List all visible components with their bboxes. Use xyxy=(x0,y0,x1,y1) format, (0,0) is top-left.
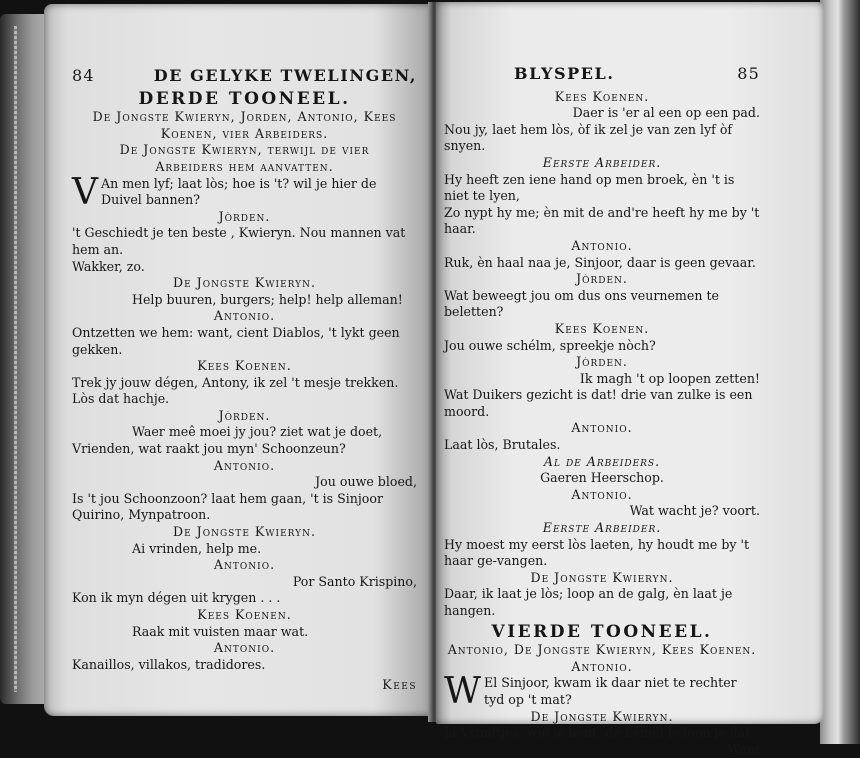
speech-line: Is 't jou Schoonzoon? laat hem gaan, 't is Sinjoor Quirino, Mynpatroon. xyxy=(72,490,383,523)
speech-line: Help buuren, burgers; help! help alleman! xyxy=(132,291,403,307)
speech-line: Lòs dat hachje. xyxy=(72,391,170,407)
speaker-name: Eerste Arbeider. xyxy=(542,520,662,536)
left-dialogue xyxy=(72,142,417,673)
right-dialogue-2 xyxy=(444,659,760,742)
running-head: DE GELYKE TWELINGEN, xyxy=(153,66,417,85)
speaker-name: Antonio. xyxy=(213,457,276,473)
speech-line: Daer is 'er al een op een pad. xyxy=(572,105,760,121)
speech-line: Nou jy, laet hem lòs, òf ik zel je van zen lyf òf snyen. xyxy=(444,121,733,154)
speech-line: Wat beweegt jou om dus ons veurnemen te beletten? xyxy=(444,287,719,320)
speech-line: Waer meê moei jy jou? ziet wat je doet, xyxy=(132,424,383,440)
speech-line: Raak mit vuisten maar wat. xyxy=(132,623,309,639)
speech-line: Ik magh 't op loopen zetten! xyxy=(579,370,760,386)
speaker-name: Kees Koenen. xyxy=(554,88,650,104)
speech-line: 't Geschiedt je ten beste , Kwieryn. Nou mannen vat hem an. xyxy=(72,225,406,257)
speaker-name: Antonio. xyxy=(571,420,633,436)
right-page-text xyxy=(444,66,760,758)
speech-line: Trek jy jouw dégen, Antony, ik zel 't mesje trekken. xyxy=(72,374,399,390)
speaker-name: Jòrden. xyxy=(576,271,628,287)
speaker-name: Kees Koenen. xyxy=(554,320,650,336)
speaker-name: Jòrden. xyxy=(218,407,271,423)
scene-title: DERDE TOONEEL. xyxy=(138,88,351,109)
speech-line: Jou ouwe bloed, xyxy=(315,474,417,490)
cast-list: De Jongste Kwieryn, Jorden, Antonio, Kees Koenen, vier Arbeiders. xyxy=(92,109,397,141)
speech-line: Zo nypt hy me; èn mit de and're heeft hy me by 't haar. xyxy=(444,204,760,237)
running-head: BLYSPEL. xyxy=(514,64,615,83)
speech-line: Gaeren Heerschop. xyxy=(540,470,664,486)
speaker-name: Antonio. xyxy=(213,308,276,324)
cast-list: Antonio, De Jongste Kwieryn, Kees Koenen. xyxy=(447,642,757,658)
speech-line: Por Santo Krispino, xyxy=(292,573,417,589)
speaker-name: De Jongste Kwieryn. xyxy=(530,708,674,724)
speech-line: Wat Duikers gezicht is dat! drie van zulke is een moord. xyxy=(444,387,753,419)
speech-line: Wakker, zo. xyxy=(72,258,145,274)
left-page xyxy=(44,4,432,716)
speaker-name: Kees Koenen. xyxy=(197,358,292,374)
speech-line: Laat lòs, Brutales. xyxy=(444,437,561,453)
speaker-name: Al de Arbeiders. xyxy=(543,453,661,469)
page-number: 85 xyxy=(737,64,760,83)
catchword: Want xyxy=(727,741,760,757)
page-number: 84 xyxy=(72,66,95,85)
speaker-name: Antonio. xyxy=(213,557,276,573)
speech-text: El Sinjoor, kwam ik daar niet te rechter tyd op 't mat? xyxy=(484,675,737,707)
speaker-name: De Jongste Kwieryn. xyxy=(172,275,316,291)
book-edge-right xyxy=(820,0,860,744)
left-header xyxy=(72,68,417,85)
speech-line: Ruk, èn haal naa je, Sinjoor, daar is geen gevaar. xyxy=(444,254,756,270)
speech-line: Kanaillos, villakos, tradidores. xyxy=(72,656,266,672)
drop-capital: W xyxy=(444,671,482,713)
speaker-name: De Jongste Kwieryn. xyxy=(530,569,674,585)
speech-line: Hy heeft zen iene hand op men broek, èn 't is niet te lyen, xyxy=(444,171,735,204)
speaker-name: Jòrden. xyxy=(576,354,628,370)
speaker-name: Jòrden. xyxy=(218,208,271,224)
speech-line: Wat wacht je? voort. xyxy=(629,503,760,519)
right-header xyxy=(444,66,760,83)
right-page xyxy=(436,2,824,757)
speaker-name: De Jongste Kwieryn. xyxy=(172,524,316,540)
left-page-text xyxy=(72,68,417,694)
stage-direction: De Jongste Kwieryn, terwijl de vier Arbeiders hem aanvatten. xyxy=(119,142,370,174)
speech-line: Ai vrinden, help me. xyxy=(132,540,262,556)
dropcap-line xyxy=(72,171,417,213)
speaker-name: Eerste Arbeider. xyxy=(542,154,662,170)
speech-line: Ontzetten we hem: want, cient Diablos, 't lykt geen gekken. xyxy=(72,324,400,357)
right-dialogue xyxy=(444,89,760,620)
catchword: Kees xyxy=(382,677,417,693)
speaker-name: Kees Koenen. xyxy=(197,607,292,622)
speech-line: Hy moest my eerst lòs laeten, hy houdt me by 't haar ge-vangen. xyxy=(444,536,750,569)
speech-line: Kon ik myn dégen uit krygen . . . xyxy=(72,590,281,606)
scene-title: VIERDE TOONEEL. xyxy=(491,621,713,642)
speaker-name: Antonio. xyxy=(571,237,633,253)
drop-capital: V xyxy=(72,171,98,213)
speech-line: Vrienden, wat raakt jou myn' Schoonzeun? xyxy=(72,441,346,457)
speech-line: Jou ouwe schélm, spreekje nòch? xyxy=(444,337,656,353)
dropcap-line xyxy=(444,671,760,713)
speech-line: Ja Vrindtjes, wie je bènt, de hémel beloon je dat; xyxy=(444,725,755,741)
speech-text: An men lyf; laat lòs; hoe is 't? wil je hier de Duivel bannen? xyxy=(101,175,377,208)
speaker-name: Antonio. xyxy=(571,486,633,502)
speaker-name: Antonio. xyxy=(213,640,276,656)
speaker-name: Antonio. xyxy=(571,658,633,674)
speech-line: Daar, ik laat je lòs; loop an de galg, èn laat je hangen. xyxy=(444,586,733,618)
